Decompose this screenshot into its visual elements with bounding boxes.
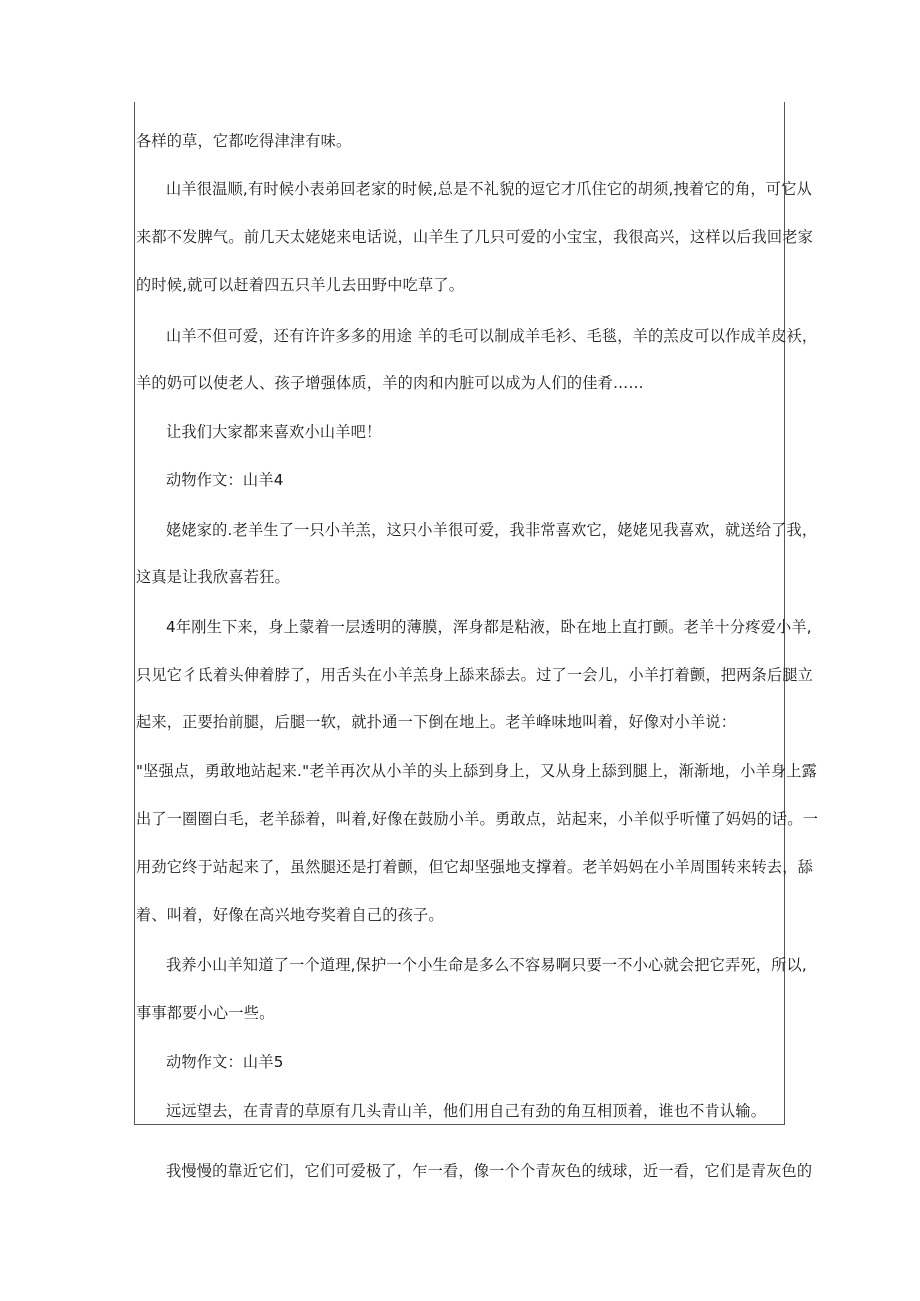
text-line: 这真是让我欣喜若狂。 — [136, 568, 290, 586]
section-heading: 动物作文：山羊5 — [166, 1053, 284, 1071]
text-line: 的时候,就可以赶着四五只羊儿去田野中吃草了。 — [136, 276, 465, 294]
text-line: 让我们大家都来喜欢小山羊吧！ — [166, 423, 382, 441]
text-line: 出了一圈圈白毛，老羊舔着，叫着,好像在鼓励小羊。勇敢点，站起来，小羊似乎听懂了妈妈的话。一 — [136, 810, 819, 828]
text-line: "坚强点，勇敢地站起来."老羊再次从小羊的头上舔到身上，又从身上舔到腿上，渐渐地，小羊身上露 — [136, 762, 818, 780]
text-line: 4年刚生下来，身上蒙着一层透明的薄膜，浑身都是粘液，卧在地上直打颤。老羊十分疼爱小羊, — [166, 618, 812, 636]
text-line: 山羊很温顺,有时候小表弟回老家的时候,总是不礼貌的逗它才爪住它的胡须,拽着它的角，可它从 — [166, 180, 812, 198]
section-heading: 动物作文：山羊4 — [166, 471, 284, 489]
text-line: 起来，正要抬前腿，后腿一软，就扑通一下倒在地上。老羊峰味地叫着，好像对小羊说： — [136, 713, 737, 731]
text-line: 我养小山羊知道了一个道理,保护一个小生命是多么不容易啊只要一不小心就会把它弄死，所以, — [166, 956, 807, 974]
text-line: 用劲它终于站起来了，虽然腿还是打着颤，但它却坚强地支撑着。老羊妈妈在小羊周围转来转去，舔 — [136, 858, 814, 876]
text-line: 山羊不但可爱，还有许许多多的用途 羊的毛可以制成羊毛衫、毛毯，羊的羔皮可以作成羊皮袄， — [166, 327, 818, 345]
text-line: 事事都要小心一些。 — [136, 1004, 275, 1022]
text-line: 来都不发脾气。前几天太姥姥来电话说，山羊生了几只可爱的小宝宝，我很高兴，这样以后我回老家 — [136, 228, 814, 246]
text-line: 着、叫着，好像在高兴地夸奖着自己的孩子。 — [136, 906, 444, 924]
text-line: 各样的草，它都吃得津津有味。 — [136, 132, 352, 150]
text-line: 我慢慢的靠近它们，它们可爱极了，乍一看，像一个个青灰色的绒球，近一看，它们是青灰色的 — [166, 1162, 813, 1180]
text-line: 远远望去，在青青的草原有几头青山羊，他们用自己有劲的角互相顶着，谁也不肯认输。 — [166, 1102, 767, 1120]
text-line: 姥姥家的.老羊生了一只小羊羔，这只小羊很可爱，我非常喜欢它，姥姥见我喜欢，就送给了我， — [166, 521, 818, 539]
text-line: 只见它彳氐着头伸着脖了，用舌头在小羊羔身上舔来舔去。过了一会儿，小羊打着颤，把两条后腿立 — [136, 666, 814, 684]
text-line: 羊的奶可以使老人、孩子增强体质，羊的肉和内脏可以成为人们的佳肴…… — [136, 374, 644, 392]
